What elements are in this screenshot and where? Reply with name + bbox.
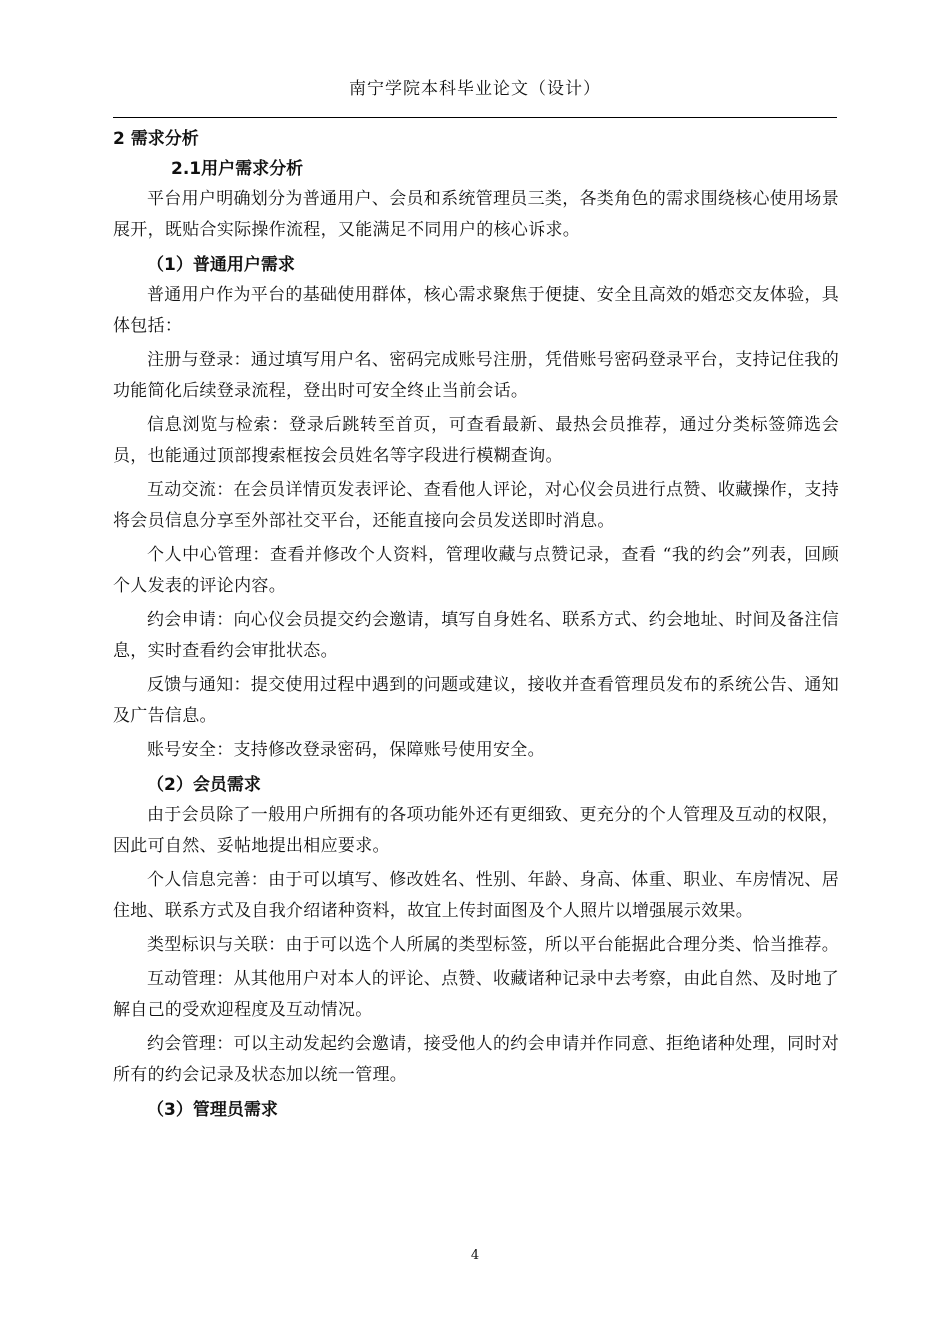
member-paragraph: 类型标识与关联：由于可以选个人所属的类型标签，所以平台能据此合理分类、恰当推荐。 [147, 935, 839, 955]
member-paragraph: 个人信息完善：由于可以填写、修改姓名、性别、年龄、身高、体重、职业、车房情况、居住地、联系方式及自我介绍诸种资料，故宜上传封面图及个人照片以增强展示效果。 [113, 870, 839, 921]
page-header-title: 南宁学院本科毕业论文（设计） [349, 79, 601, 99]
document-body [113, 124, 839, 1125]
admin-heading: （3）管理员需求 [147, 1100, 278, 1120]
page-number: 4 [470, 1248, 480, 1263]
normal-user-paragraph: 约会申请：向心仪会员提交约会邀请，填写自身姓名、联系方式、约会地址、时间及备注信息，实时查看约会审批状态。 [113, 610, 839, 661]
member-paragraph: 约会管理：可以主动发起约会邀请，接受他人的约会申请并作同意、拒绝诸种处理，同时对所有的约会记录及状态加以统一管理。 [113, 1034, 839, 1085]
normal-user-paragraph: 个人中心管理：查看并修改个人资料，管理收藏与点赞记录，查看 “我的约会”列表，回顾个人发表的评论内容。 [113, 545, 839, 596]
member-paragraph: 由于会员除了一般用户所拥有的各项功能外还有更细致、更充分的个人管理及互动的权限，因此可自然、妥帖地提出相应要求。 [113, 805, 839, 856]
header-divider [113, 117, 837, 118]
member-paragraph: 互动管理：从其他用户对本人的评论、点赞、收藏诸种记录中去考察，由此自然、及时地了解自己的受欢迎程度及互动情况。 [113, 969, 839, 1020]
normal-user-paragraph: 信息浏览与检索：登录后跳转至首页，可查看最新、最热会员推荐，通过分类标签筛选会员，也能通过顶部搜索框按会员姓名等字段进行模糊查询。 [113, 415, 839, 466]
member-heading: （2）会员需求 [147, 775, 261, 795]
normal-user-heading: （1）普通用户需求 [147, 255, 295, 275]
normal-user-paragraph: 注册与登录：通过填写用户名、密码完成账号注册，凭借账号密码登录平台，支持记住我的功能简化后续登录流程，登出时可安全终止当前会话。 [113, 350, 839, 401]
normal-user-paragraph: 反馈与通知：提交使用过程中遇到的问题或建议，接收并查看管理员发布的系统公告、通知及广告信息。 [113, 675, 839, 726]
normal-user-paragraph: 账号安全：支持修改登录密码，保障账号使用安全。 [147, 740, 545, 760]
subsection-heading: 2.1用户需求分析 [171, 159, 304, 179]
section-heading: 2 需求分析 [113, 129, 199, 149]
normal-user-paragraph: 互动交流：在会员详情页发表评论、查看他人评论，对心仪会员进行点赞、收藏操作，支持将会员信息分享至外部社交平台，还能直接向会员发送即时消息。 [113, 480, 839, 531]
intro-paragraph: 平台用户明确划分为普通用户、会员和系统管理员三类，各类角色的需求围绕核心使用场景展开，既贴合实际操作流程，又能满足不同用户的核心诉求。 [113, 189, 839, 240]
normal-user-paragraph: 普通用户作为平台的基础使用群体，核心需求聚焦于便捷、安全且高效的婚恋交友体验，具体包括： [113, 285, 839, 336]
